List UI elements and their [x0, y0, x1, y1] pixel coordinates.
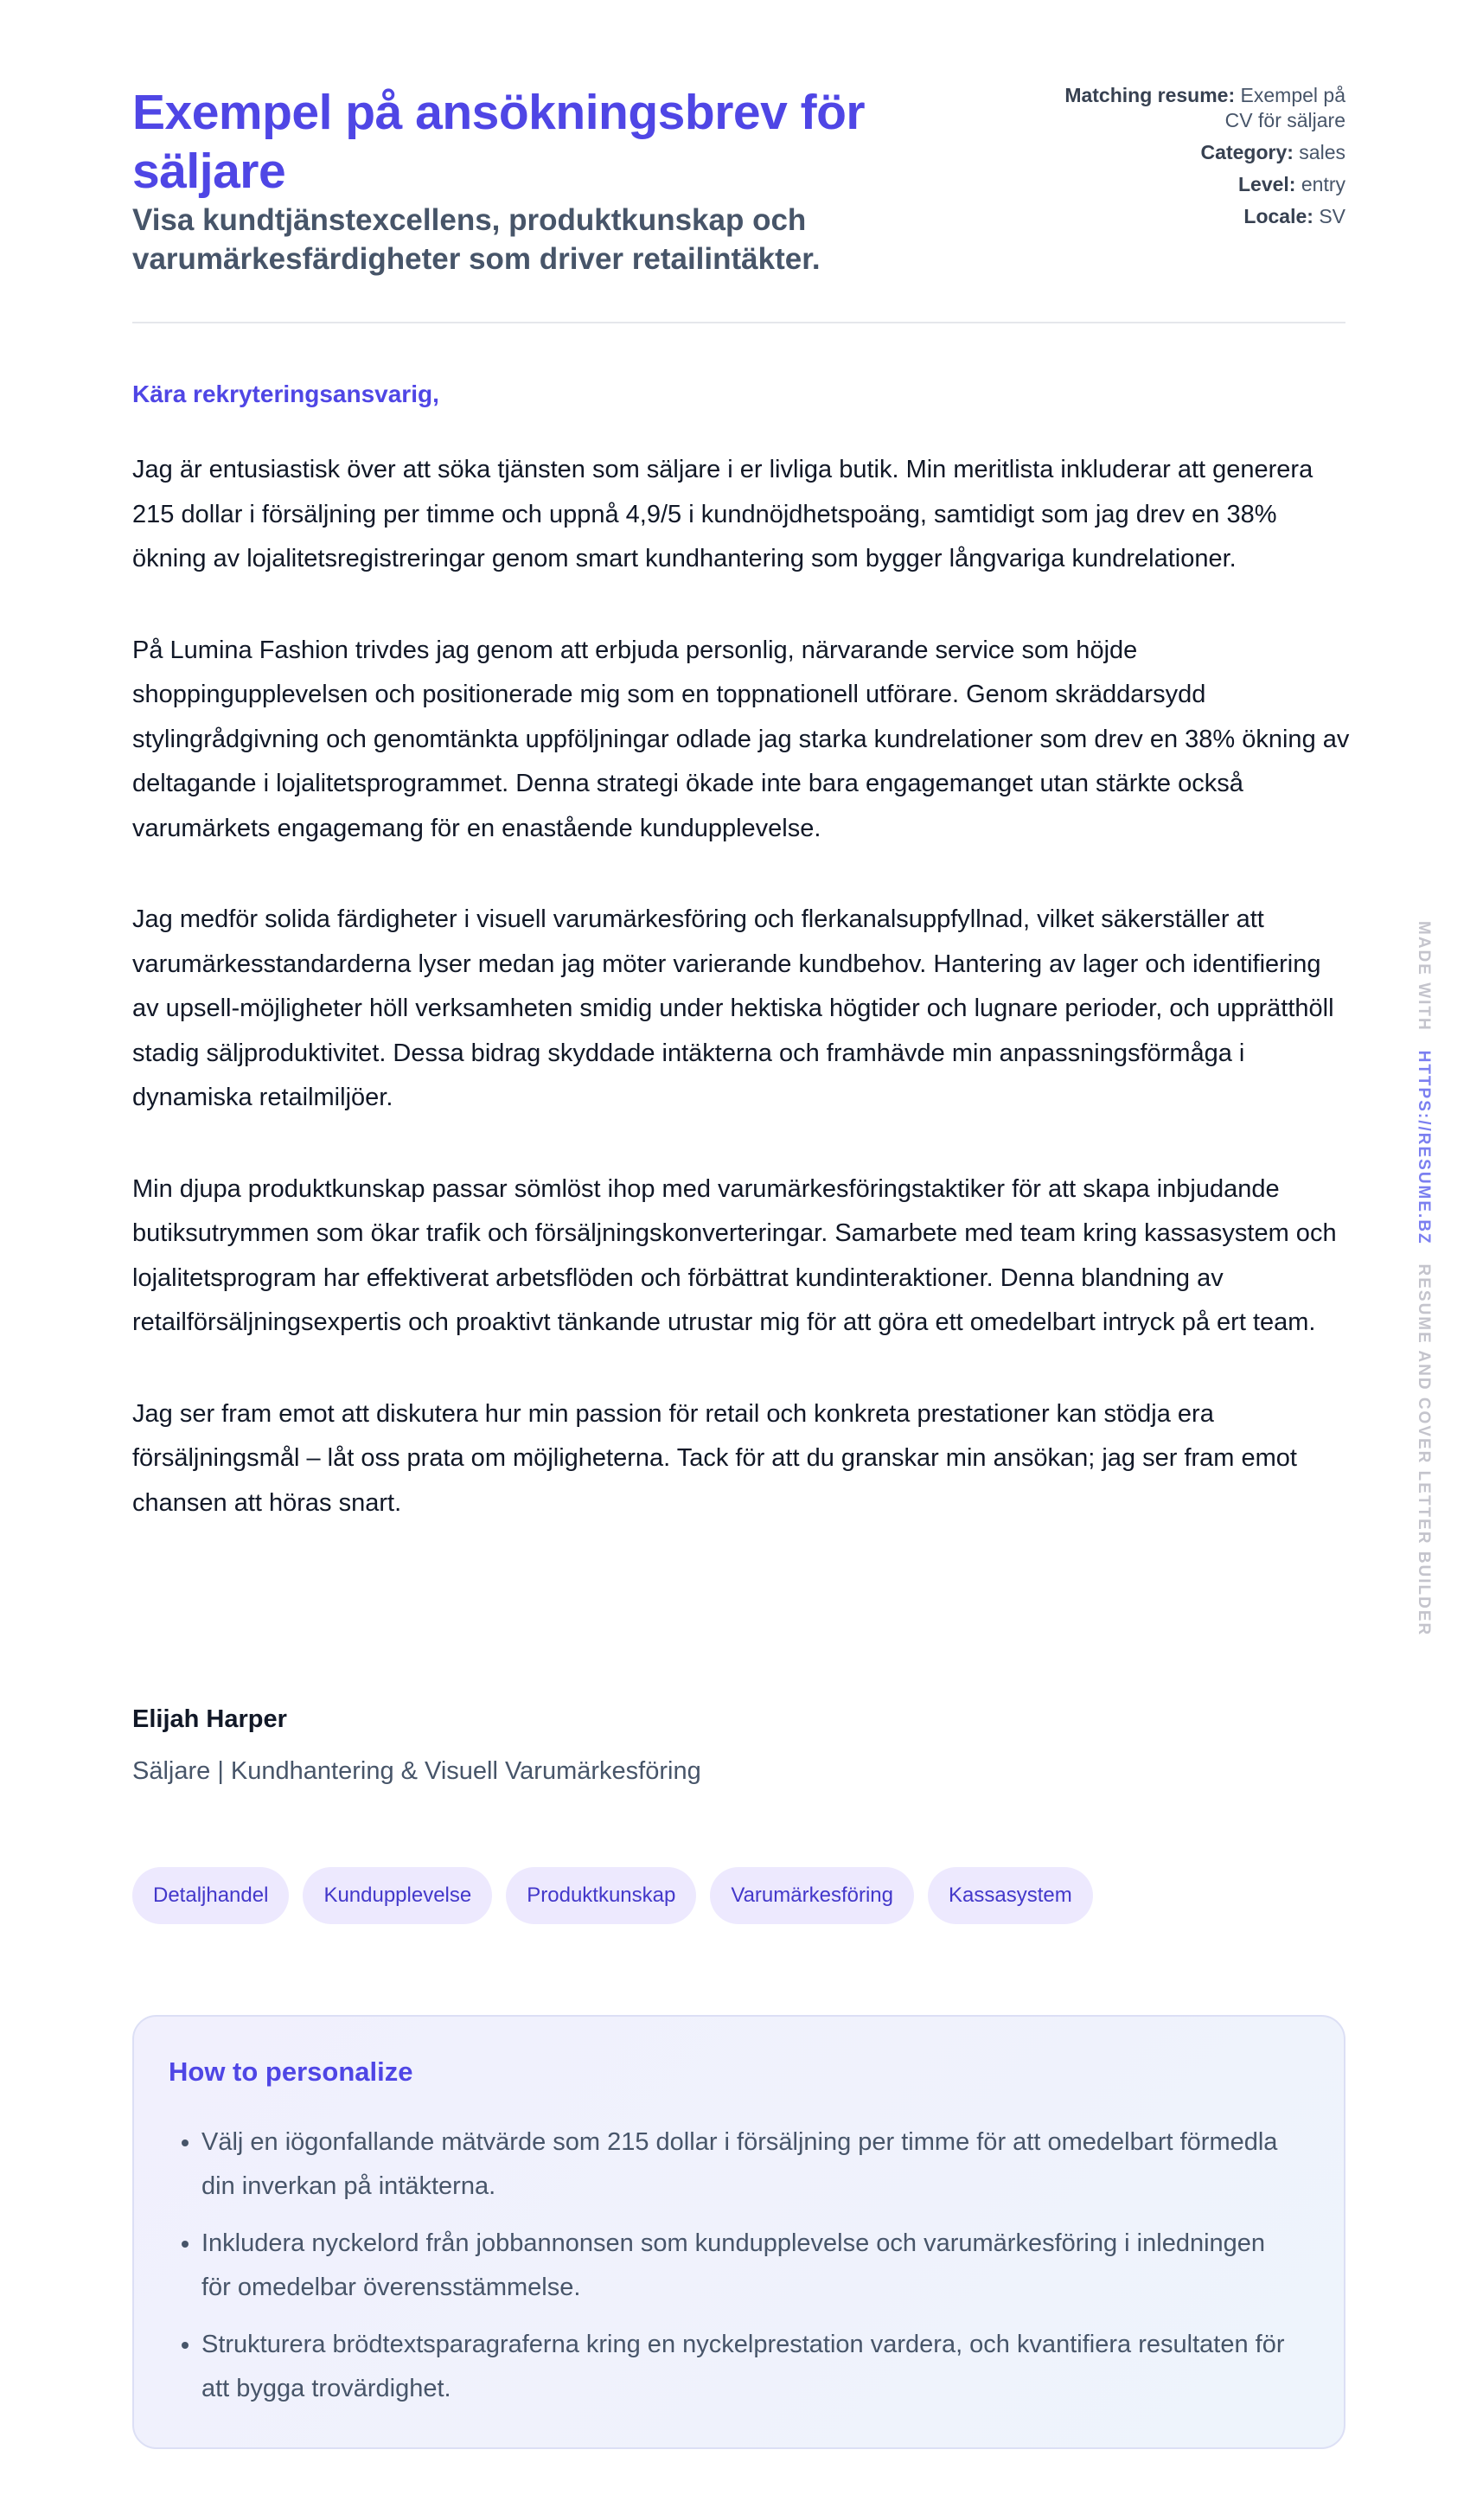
- signature-name: Elijah Harper: [132, 1705, 287, 1733]
- personalize-tips: [169, 2120, 1300, 2424]
- letter-greeting: Kära rekryteringsansvarig,: [132, 381, 439, 407]
- letter-paragraph: Jag är entusiastisk över att söka tjänsten som säljare i er livliga butik. Min meritlista inkluderar att generera 215 dollar i försäljning per timme och uppnå 4,9/5 i kundnöjdhetspoäng, samtidigt som jag drev en 38% ökning av lojalitetsregistreringar genom smart kundhantering som bygger långvariga kundrelationer.: [132, 456, 1313, 572]
- skill-tag: Produktkunskap: [506, 1867, 696, 1924]
- page-subtitle: Visa kundtjänstexcellens, produktkunskap och varumärkesfärdigheter som driver retailintäkter.: [132, 203, 821, 276]
- personalize-panel: [132, 2015, 1345, 2449]
- matching-resume-link[interactable]: Exempel på CV för säljare: [1224, 84, 1345, 131]
- letter-paragraph: På Lumina Fashion trivdes jag genom att erbjuda personlig, närvarande service som höjde shoppingupplevelsen och positionerade mig som en toppnationell utförare. Genom skräddarsydd stylingrådgivning och genomtänkta uppföljningar odlade jag starka kundrelationer som drev en 38% ökning av deltagande i lojalitetsprogrammet. Denna strategi ökade inte bara engagemanget utan stärkte också varumärkets engagemang för en enastående kundupplevelse.: [132, 636, 1350, 842]
- meta-locale: Locale: SV: [1243, 205, 1345, 227]
- page-title: Exempel på ansökningsbrev för säljare: [132, 85, 866, 199]
- tip-item: • Inkludera nyckelord från jobbannonsen som kundupplevelse och varumärkesföring i inledningen för omedelbar överensstämmelse.: [201, 2222, 1300, 2310]
- letter-body: [132, 448, 1352, 1572]
- skill-tag: Detaljhandel: [132, 1867, 289, 1924]
- letter-paragraph: Jag medför solida färdigheter i visuell varumärkesföring och flerkanalsuppfyllnad, vilket säkerställer att varumärkesstandarderna lyser medan jag möter varierande kundbehov. Hantering av lager och identifiering av upsell-möjligheter höll verksamheten smidig under hektiska högtider och lugnare perioder, och upprätthöll stadig säljproduktivitet. Dessa bidrag skyddade intäkterna och framhävde min anpassningsförmåga i dynamiska retailmiljöer.: [132, 905, 1334, 1111]
- tip-item: • Strukturera brödtextsparagraferna kring en nyckelprestation vardera, och kvantifiera resultaten för att bygga trovärdighet.: [201, 2323, 1300, 2411]
- meta-matching-resume: Matching resume: Exempel på CV för säljare: [1064, 84, 1345, 131]
- meta-level: Level: entry: [1237, 173, 1345, 195]
- header: [132, 0, 1345, 323]
- tip-item: • Välj en iögonfallande mätvärde som 215 dollar i försäljning per timme för att omedelbart förmedla din inverkan på intäkterna.: [201, 2120, 1300, 2209]
- cover-letter-page: [132, 0, 1350, 2402]
- personalize-heading: How to personalize: [169, 2056, 413, 2087]
- watermark-suffix: RESUME AND COVER LETTER BUILDER: [1415, 1263, 1433, 1637]
- watermark: [1407, 921, 1433, 1637]
- skill-tag: Kassasystem: [928, 1867, 1093, 1924]
- watermark-prefix: MADE WITH: [1415, 921, 1433, 1032]
- signature-title: Säljare | Kundhantering & Visuell Varumärkesföring: [132, 1757, 701, 1785]
- skill-tag: Kundupplevelse: [303, 1867, 492, 1924]
- watermark-link[interactable]: HTTPS://RESUME.BZ: [1415, 1050, 1433, 1245]
- meta-info: [1060, 83, 1345, 236]
- meta-category: Category: sales: [1200, 141, 1345, 163]
- letter-paragraph: Jag ser fram emot att diskutera hur min passion för retail och konkreta prestationer kan stödja era försäljningsmål – låt oss prata om möjligheterna. Tack för att du granskar min ansökan; jag ser fram emot chansen att höras snart.: [132, 1399, 1297, 1517]
- skill-tag: Varumärkesföring: [710, 1867, 914, 1924]
- skill-tags: [132, 1867, 1093, 1924]
- letter-paragraph: Min djupa produktkunskap passar sömlöst ihop med varumärkesföringstaktiker för att skapa inbjudande butiksutrymmen som ökar trafik och försäljningskonverteringar. Samarbete med team kring kassasystem och lojalitetsprogram har effektiverat arbetsflöden och förbättrat kundinteraktioner. Denna blandning av retailförsäljningsexpertis och proaktivt tänkande utrustar mig för att göra ett omedelbart intryck på ert team.: [132, 1174, 1337, 1336]
